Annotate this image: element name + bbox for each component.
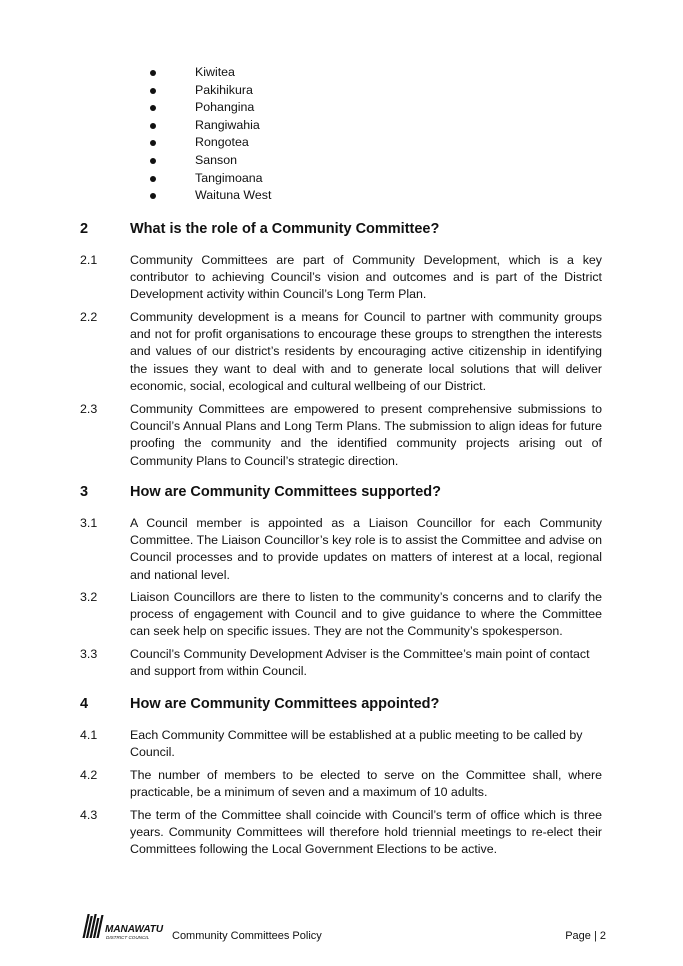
footer-document-title: Community Committees Policy bbox=[172, 930, 322, 942]
paragraph-3-2: 3.2 Liaison Councillors are there to listen to the community’s concerns and to clarify the process of engagement with Council and to give guidance to where the Committee can seek help on specific issues. They are not the Community’s spokesperson. bbox=[80, 590, 602, 639]
paragraph-2-2: 2.2 Community development is a means for Council to partner with community groups and not for profit organisations to encourage these groups to strengthen the interests and values of our district’s residents by encouraging active citizenship in identifying the issues they want to deal with and to generate local solutions that will deliver economic, social, ecological and cultural wellbeing of our District. bbox=[80, 310, 602, 393]
bullet-icon bbox=[150, 70, 156, 76]
logo-wordmark: MANAWATU bbox=[105, 924, 164, 935]
section-heading: 3 How are Community Committees supported? bbox=[80, 484, 441, 500]
list-item: Pohangina bbox=[150, 99, 271, 117]
list-item: Pakihikura bbox=[150, 82, 271, 100]
bullet-icon bbox=[150, 88, 156, 94]
section-heading: 2 What is the role of a Community Committee? bbox=[80, 221, 440, 237]
bullet-icon bbox=[150, 123, 156, 129]
section-3 bbox=[80, 482, 604, 502]
bullet-icon bbox=[150, 176, 156, 182]
list-item: Sanson bbox=[150, 152, 271, 170]
paragraph-2-1: 2.1 Community Committees are part of Community Development, which is a key contributor to achieving Council’s vision and outcomes and is part of the District Development activity within Council’s Long Term Plan. bbox=[80, 253, 602, 302]
list-item: Rongotea bbox=[150, 134, 271, 152]
list-item: Rangiwahia bbox=[150, 117, 271, 135]
logo-subtext: DISTRICT COUNCIL bbox=[106, 935, 150, 940]
paragraph-4-2: 4.2 The number of members to be elected to serve on the Committee shall, where practicable, be a minimum of seven and a maximum of 10 adults. bbox=[80, 768, 602, 800]
paragraph-3-1: 3.1 A Council member is appointed as a Liaison Councillor for each Community Committee. The Liaison Councillor’s key role is to assist the Committee and advise on Council processes and to provide updates on matters of interest at a local, regional and national level. bbox=[80, 516, 602, 582]
bullet-icon bbox=[150, 105, 156, 111]
paragraph-2-3: 2.3 Community Committees are empowered to present comprehensive submissions to Council’s Annual Plans and Long Term Plans. The submission to align ideas for future proofing the community and the identified community projects arising out of Community Plans to Council’s strategic direction. bbox=[80, 402, 602, 468]
district-bullet-list bbox=[150, 64, 271, 205]
paragraph-4-3: 4.3 The term of the Committee shall coincide with Council’s term of office which is three years. Community Committees will therefore hold triennial meetings to re-elect their Committees following the Local Government Elections to be active. bbox=[80, 808, 602, 857]
section-title: What is the role of a Community Committee? bbox=[130, 221, 440, 237]
paragraph-4-1: 4.1 Each Community Committee will be established at a public meeting to be called by Council. bbox=[80, 728, 583, 760]
footer-page-number: Page | 2 bbox=[565, 930, 606, 942]
bullet-icon bbox=[150, 193, 156, 199]
section-2 bbox=[80, 219, 604, 239]
section-heading: 4 How are Community Committees appointed? bbox=[80, 696, 440, 712]
bullet-icon bbox=[150, 158, 156, 164]
section-4 bbox=[80, 694, 604, 714]
council-logo bbox=[80, 912, 170, 948]
paragraph-3-3: 3.3 Council’s Community Development Adviser is the Committee’s main point of contact and support from within Council. bbox=[80, 647, 590, 679]
bullet-icon bbox=[150, 140, 156, 146]
list-item: Kiwitea bbox=[150, 64, 271, 82]
section-title: How are Community Committees appointed? bbox=[130, 696, 440, 712]
page-footer bbox=[80, 912, 606, 948]
list-item: Waituna West bbox=[150, 187, 271, 205]
section-title: How are Community Committees supported? bbox=[130, 484, 441, 500]
list-item: Tangimoana bbox=[150, 170, 271, 188]
